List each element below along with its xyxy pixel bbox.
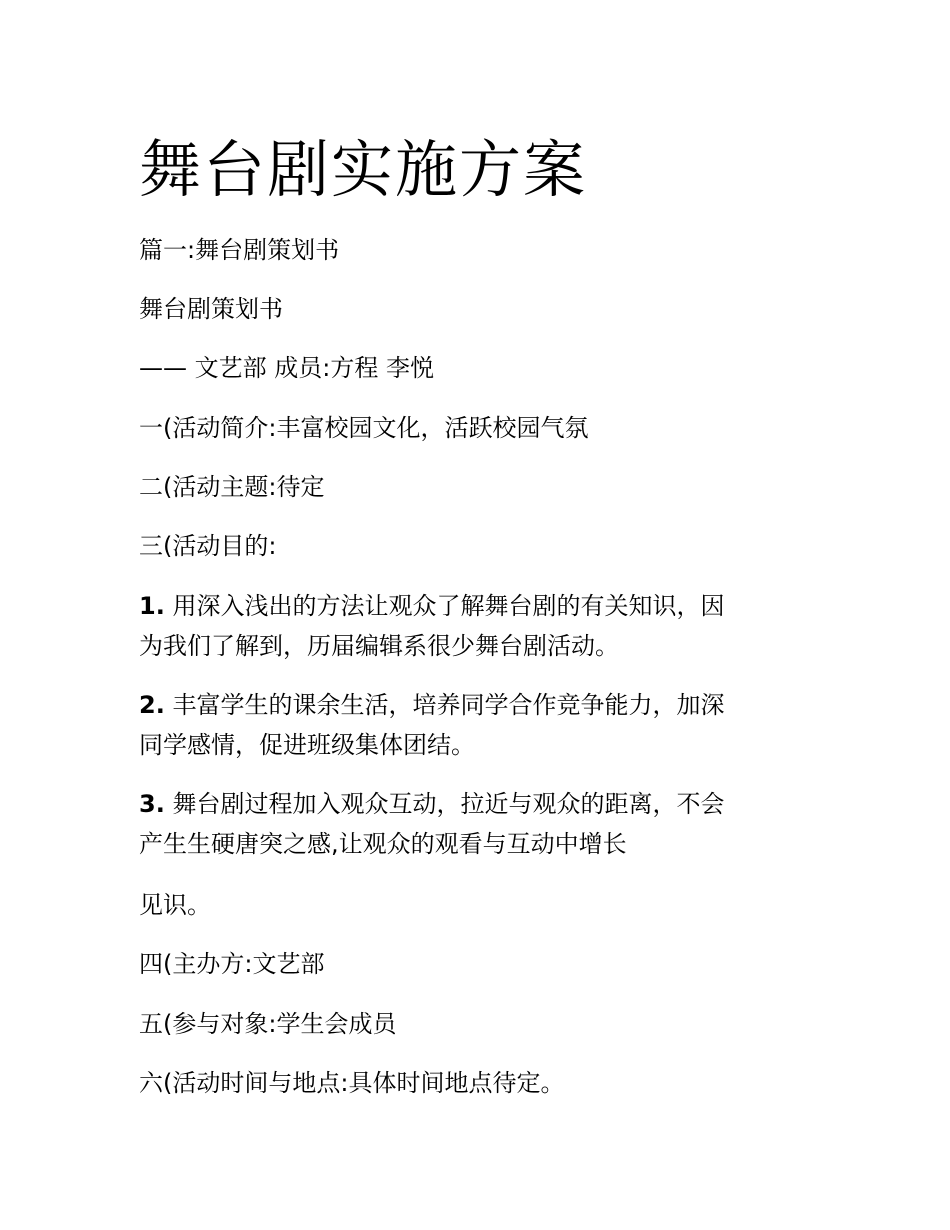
- list-item-2-line-2: 同学感情，促进班级集体团结。: [139, 731, 475, 759]
- list-item-3-line-2: 产生生硬唐突之感,让观众的观看与互动中增长: [139, 830, 627, 858]
- section-heading: 篇一:舞台剧策划书: [139, 236, 340, 264]
- list-item-1-text: 用深入浅出的方法让观众了解舞台剧的有关知识，因: [164, 592, 725, 620]
- list-item-2-number: 2.: [139, 691, 165, 719]
- members-line: —— 文艺部 成员:方程 李悦: [139, 354, 434, 382]
- participants-line: 五(参与对象:学生会成员: [139, 1010, 397, 1038]
- activity-purpose-line: 三(活动目的:: [139, 532, 277, 560]
- continuation-line: 见识。: [139, 891, 211, 919]
- activity-theme-line: 二(活动主题:待定: [139, 473, 325, 501]
- document-title: 舞台剧实施方案: [139, 133, 588, 206]
- time-location-line: 六(活动时间与地点:具体时间地点待定。: [139, 1069, 565, 1097]
- list-item-3-text: 舞台剧过程加入观众互动，拉近与观众的距离，不会: [164, 790, 725, 818]
- list-item-1-line-1: [139, 586, 724, 626]
- organizer-line: 四(主办方:文艺部: [139, 950, 325, 978]
- activity-intro-line: 一(活动简介:丰富校园文化，活跃校园气氛: [139, 414, 589, 442]
- list-item-3-number: 3.: [139, 790, 165, 818]
- list-item-2-line-1: [139, 685, 724, 725]
- list-item-3-line-1: [139, 784, 724, 824]
- list-item-2-text: 丰富学生的课余生活，培养同学合作竞争能力，加深: [164, 691, 725, 719]
- list-item-1-number: 1.: [139, 592, 165, 620]
- subtitle-line: 舞台剧策划书: [139, 295, 283, 323]
- list-item-1-line-2: 为我们了解到，历届编辑系很少舞台剧活动。: [139, 632, 619, 660]
